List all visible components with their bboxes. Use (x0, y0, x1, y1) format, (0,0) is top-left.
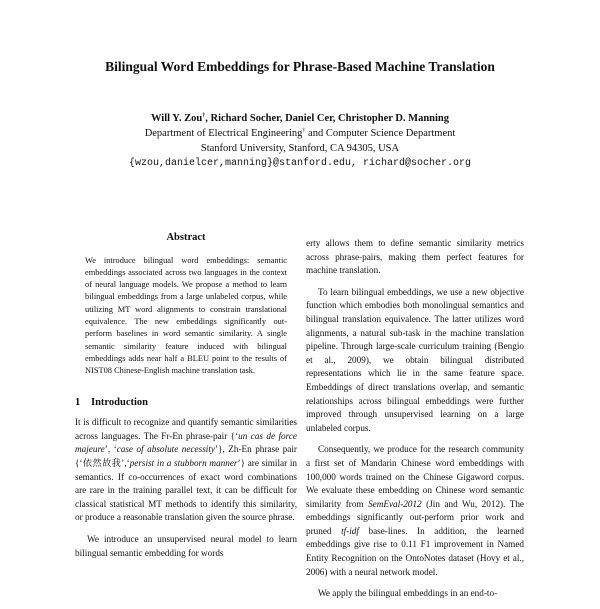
text-run: ’} are similar in semantics. If co-occurrences of exact word combinations are rare in the training parallel text, it can be difficult for classical statistical MT methods to identify this similarity, or produce a reasonable translation given the source phrase. (75, 457, 297, 523)
text-run: ’, ‘ (104, 444, 117, 455)
affiliation (0, 126, 600, 141)
text-run: Consequently, we produce for the research community a first set of Mandarin Chinese word embeddings with 100,000 words trained on the Chinese Gigaword corpus. We evaluate these embedding on Chinese word semantic similarity from (306, 444, 524, 509)
author-block (0, 111, 600, 171)
author-names-pre: Will Y. Zou (150, 113, 203, 124)
intro-paragraph-2: We introduce an unsupervised neural model to learn bilingual semantic embedding for words (75, 533, 297, 558)
italic-phrase: case of absolute necessity (116, 444, 215, 455)
dagger-mark: † (302, 128, 306, 134)
abstract-heading: Abstract (166, 232, 206, 243)
abstract-text: We introduce bilingual word embeddings: semantic embeddings associated across two languages in the context of neural language models. We propose a method to learn bilingual embeddings from a large unlabeled corpus, while utilizing MT word alignments to constrain translational equivalence. The new embeddings significantly out-perform baselines in word semantic similarity. A single semantic similarity feature induced with bilingual embeddings adds near half a BLEU point to the results of NIST08 Chinese-English machine translation task. (85, 255, 287, 376)
section-title: Introduction (91, 396, 148, 408)
right-paragraph-0: erty allows them to define semantic similarity metrics across phrase-pairs, making them perfect features for machine translation. (306, 238, 524, 276)
italic-phrase: un cas de force majeure (75, 430, 297, 455)
dagger-mark: † (202, 113, 206, 119)
text-run: base-lines. In addition, the learned embeddings give rise to 0.11 F1 improvement in Named Entity Recognition on the OntoNotes dataset (Hovy et al., 2006) with a neural network model. (306, 525, 524, 577)
author-names-post: , Richard Socher, Daniel Cer, Christopher D. Manning (205, 113, 450, 124)
right-paragraph-1: To learn bilingual embeddings, we use a new objective function which embodies both monolingual semantics and bilingual translation equivalence. The latter utilizes word alignments, a natural sub-task in the machine translation pipeline. Through large-scale curriculum training (Bengio et al., 2009), we obtain bilingual distributed representations which lie in the same feature space. Embeddings of direct translations overlap, and semantic relationships across bilingual embeddings were further improved through unsupervised learning on a large unlabeled corpus. (306, 286, 524, 433)
section-heading-introduction (75, 396, 297, 410)
text-run: ’}, Zh-En phrase pair {‘依然故我’,‘ (75, 444, 297, 468)
paper-title: Bilingual Word Embeddings for Phrase-Based Machine Translation (105, 59, 495, 74)
intro-paragraph-1 (75, 416, 297, 525)
right-paragraph-3: We apply the bilingual embeddings in an end-to- (318, 588, 498, 599)
address: Stanford University, Stanford, CA 94305, USA (200, 143, 400, 154)
author-names (0, 111, 600, 126)
author-emails: {wzou,danielcer,manning}@stanford.edu, richard@socher.org (128, 158, 472, 169)
italic-phrase: tf-idf (341, 525, 359, 536)
left-column (75, 231, 297, 568)
text-run: It is difficult to recognize and quantify semantic similarities across languages. The Fr-En phrase-pair {‘ (75, 417, 297, 441)
section-number: 1 (75, 396, 81, 408)
right-column (306, 237, 524, 609)
affiliation-pre: Department of Electrical Engineering (144, 128, 303, 139)
affiliation-post: and Computer Science Department (305, 128, 456, 139)
italic-phrase: persist in a stubborn manner (129, 457, 238, 468)
right-paragraph-2 (306, 443, 524, 579)
text-run: (Jin and Wu, 2012). The embeddings significantly out-perform prior work and pruned (306, 498, 524, 536)
italic-phrase: SemEval-2012 (368, 498, 422, 509)
